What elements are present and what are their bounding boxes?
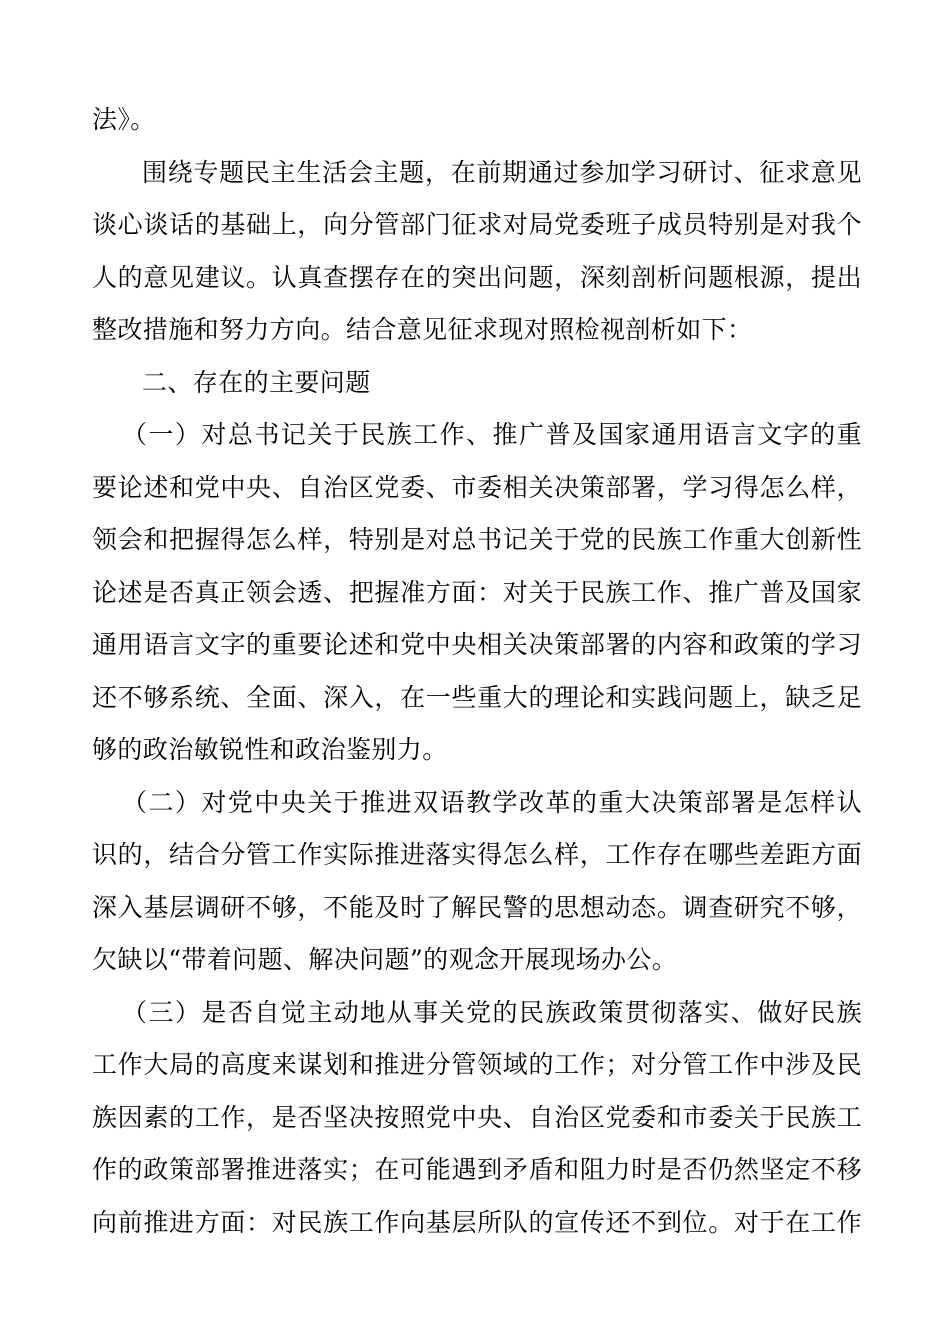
text-line: （一）对总书记关于民族工作、推广普及国家通用语言文字的重 xyxy=(122,420,862,449)
text-line: 要论述和党中央、自治区党委、市委相关决策部署，学习得怎么样， xyxy=(92,472,862,502)
paragraph-item-1 xyxy=(92,409,862,777)
text-line: 人的意见建议。认真查摆存在的突出问题，深刻剖析问题根源，提出 xyxy=(92,262,862,292)
paragraph-intro xyxy=(92,147,862,357)
text-line: 领会和把握得怎么样，特别是对总书记关于党的民族工作重大创新性 xyxy=(92,525,862,554)
text-line: 识的，结合分管工作实际推进落实得怎么样，工作存在哪些差距方面 xyxy=(92,840,862,869)
text-line: 谈心谈话的基础上，向分管部门征求对局党委班子成员特别是对我个 xyxy=(92,210,862,239)
text-line: 够的政治敏锐性和政治鉴别力。 xyxy=(92,735,448,764)
text-line: （三）是否自觉主动地从事关党的民族政策贯彻落实、做好民族 xyxy=(122,997,862,1027)
text-line: 二、存在的主要问题 xyxy=(142,367,371,397)
text-line: （二）对党中央关于推进双语教学改革的重大决策部署是怎样认 xyxy=(122,787,862,817)
section-heading xyxy=(92,357,862,410)
paragraph-item-2 xyxy=(92,777,862,987)
text-line: 欠缺以“带着问题、解决问题”的观念开展现场办公。 xyxy=(92,945,678,974)
text-line: 工作大局的高度来谋划和推进分管领域的工作；对分管工作中涉及民 xyxy=(92,1050,862,1079)
text-line: 还不够系统、全面、深入，在一些重大的理论和实践问题上，缺乏足 xyxy=(92,682,862,712)
paragraph-item-3 xyxy=(92,987,862,1250)
text-line: 整改措施和努力方向。结合意见征求现对照检视剖析如下： xyxy=(92,315,753,344)
paragraph-continuation xyxy=(92,94,862,147)
text-line: 向前推进方面：对民族工作向基层所队的宣传还不到位。对于在工作 xyxy=(92,1207,862,1237)
text-line: 作的政策部署推进落实；在可能遇到矛盾和阻力时是否仍然坚定不移 xyxy=(92,1155,862,1184)
text-line: 围绕专题民主生活会主题，在前期通过参加学习研讨、征求意见 xyxy=(142,157,862,187)
text-line: 通用语言文字的重要论述和党中央相关决策部署的内容和政策的学习 xyxy=(92,630,862,659)
text-line: 深入基层调研不够，不能及时了解民警的思想动态。调查研究不够， xyxy=(92,892,862,922)
text-line: 论述是否真正领会透、把握准方面：对关于民族工作、推广普及国家 xyxy=(92,577,862,607)
document-body xyxy=(92,94,862,1249)
text-line: 族因素的工作，是否坚决按照党中央、自治区党委和市委关于民族工 xyxy=(92,1102,862,1132)
text-line: 法》。 xyxy=(92,105,156,134)
